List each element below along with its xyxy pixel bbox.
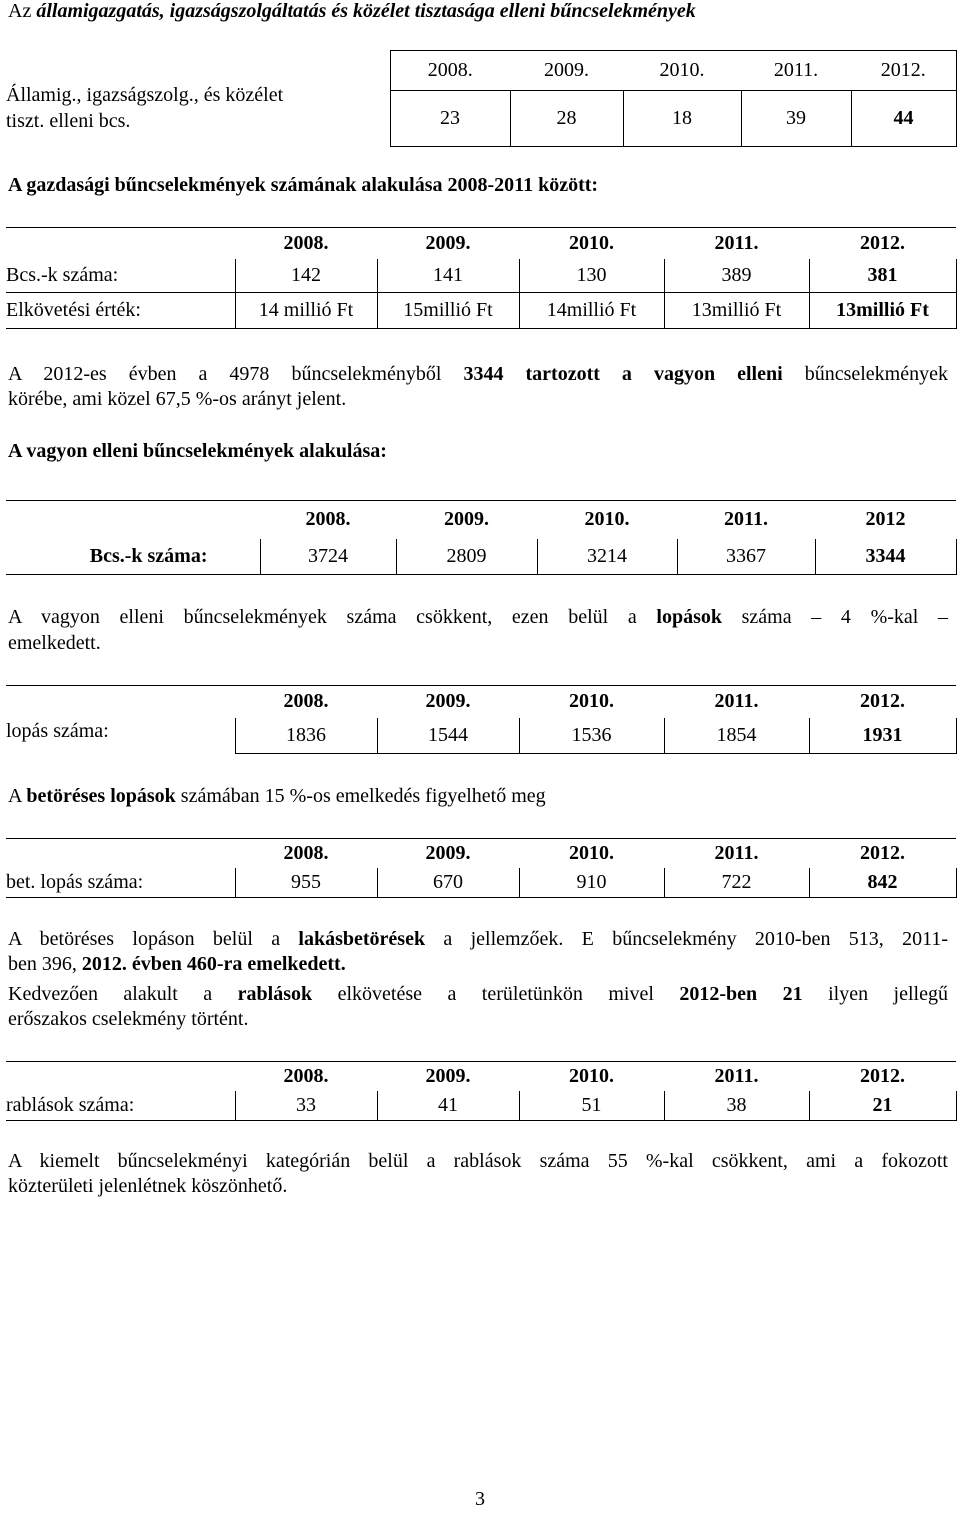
year-header: 2010. bbox=[537, 501, 677, 539]
year-header: 2011. bbox=[664, 686, 809, 718]
paragraph-robbery-decrease: A kiemelt bűncselekményi kategórián belül a rablások száma 55 %-kal csökkent, ami a fokozott bbox=[8, 1150, 948, 1172]
value-cell: 3214 bbox=[537, 539, 677, 575]
label-line-2: tiszt. elleni bcs. bbox=[6, 109, 131, 132]
value-cell: 3344 bbox=[815, 539, 956, 575]
value-cell: 1854 bbox=[664, 718, 809, 754]
year-header: 2012 bbox=[815, 501, 956, 539]
paragraph-robbery-line2: erőszakos cselekmény történt. bbox=[8, 1008, 249, 1030]
value-cell: 15millió Ft bbox=[377, 293, 519, 329]
bold-span: rablások bbox=[237, 983, 313, 1005]
value-cell: 28 bbox=[510, 91, 623, 147]
text-span: Kedvezően alakult a bbox=[8, 983, 238, 1005]
value-cell: 44 bbox=[851, 91, 956, 147]
bold-span: betöréses lopások bbox=[26, 785, 176, 807]
year-header: 2009. bbox=[377, 686, 519, 718]
value-cell: 14millió Ft bbox=[519, 293, 664, 329]
heading-prefix: Az bbox=[8, 0, 37, 22]
heading-bold: államigazgatás, igazságszolgáltatás és közélet tisztasága elleni bűncselekmények bbox=[36, 0, 696, 22]
table-property-crimes bbox=[6, 500, 957, 575]
year-header: 2010. bbox=[519, 228, 664, 259]
bold-span: 2012. évben 460-ra emelkedett. bbox=[81, 953, 346, 975]
year-header: 2010. bbox=[519, 686, 664, 718]
value-cell: 389 bbox=[664, 259, 809, 293]
header-spacer bbox=[6, 501, 260, 539]
row-label-theft-count: lopás száma: bbox=[6, 719, 109, 742]
value-cell: 1544 bbox=[377, 718, 519, 754]
paragraph-home-burglary bbox=[8, 925, 948, 953]
year-header: 2012. bbox=[809, 839, 956, 868]
value-cell: 670 bbox=[377, 868, 519, 898]
paragraph-robbery bbox=[8, 980, 948, 1008]
year-header: 2009. bbox=[377, 1062, 519, 1091]
header-spacer bbox=[6, 1062, 235, 1091]
value-cell: 39 bbox=[741, 91, 851, 147]
bold-span: 3344 tartozott a vagyon elleni bbox=[463, 363, 783, 385]
value-cell: 910 bbox=[519, 868, 664, 898]
section-heading-economic: A gazdasági bűncselekmények számának alakulása 2008-2011 között: bbox=[8, 174, 599, 196]
year-header: 2008. bbox=[235, 839, 377, 868]
value-cell: 13millió Ft bbox=[664, 293, 809, 329]
text-span: a jellemzőek. E bűncselekmény 2010-ben 513, 2011- bbox=[425, 928, 948, 950]
year-header: 2008. bbox=[235, 1062, 377, 1091]
value-cell: 1931 bbox=[809, 718, 956, 754]
table-thefts bbox=[6, 685, 957, 754]
year-header: 2008. bbox=[260, 501, 396, 539]
text-span: ilyen jellegű bbox=[802, 983, 948, 1005]
paragraph-theft-change-line2: emelkedett. bbox=[8, 632, 101, 654]
table-robberies bbox=[6, 1061, 957, 1121]
value-cell: 2809 bbox=[396, 539, 537, 575]
year-header: 2010. bbox=[623, 51, 741, 91]
value-cell: 722 bbox=[664, 868, 809, 898]
value-cell: 51 bbox=[519, 1091, 664, 1121]
row-label-burglary-count: bet. lopás száma: bbox=[6, 868, 235, 898]
value-cell: 130 bbox=[519, 259, 664, 293]
year-header: 2011. bbox=[664, 839, 809, 868]
label-line-1: Államig., igazságszolg., és közélet bbox=[6, 83, 284, 106]
value-cell: 3367 bbox=[677, 539, 815, 575]
text-span: bűncselekmények bbox=[782, 363, 948, 385]
year-header: 2011. bbox=[677, 501, 815, 539]
year-header: 2011. bbox=[741, 51, 851, 91]
year-header: 2012. bbox=[809, 228, 956, 259]
heading-italic bbox=[36, 0, 695, 22]
page-number: 3 bbox=[475, 1488, 485, 1510]
year-header: 2011. bbox=[664, 1062, 809, 1091]
year-header: 2012. bbox=[809, 1062, 956, 1091]
value-cell: 23 bbox=[390, 91, 510, 147]
value-cell: 142 bbox=[235, 259, 377, 293]
text-span: A bbox=[8, 785, 27, 807]
paragraph-theft-change bbox=[8, 603, 948, 631]
year-header: 2008. bbox=[235, 228, 377, 259]
text-span: A vagyon elleni bűncselekmények száma csökkent, ezen belül a bbox=[8, 606, 657, 628]
value-cell: 381 bbox=[809, 259, 956, 293]
text-span: A 2012-es évben a 4978 bűncselekményből bbox=[8, 363, 464, 385]
table-burglary-thefts bbox=[6, 838, 957, 898]
year-header: 2012. bbox=[809, 686, 956, 718]
value-cell: 1836 bbox=[235, 718, 377, 754]
year-header: 2010. bbox=[519, 1062, 664, 1091]
text-span: ben 396, bbox=[8, 953, 82, 975]
header-spacer bbox=[6, 839, 235, 868]
value-cell: 41 bbox=[377, 1091, 519, 1121]
paragraph-property-share-line2: körébe, ami közel 67,5 %-os arányt jelent. bbox=[8, 388, 347, 410]
year-header: 2009. bbox=[377, 228, 519, 259]
row-label-crime-count: Bcs.-k száma: bbox=[6, 539, 260, 575]
value-cell: 38 bbox=[664, 1091, 809, 1121]
table-economic-crimes bbox=[6, 227, 957, 329]
header-spacer bbox=[6, 228, 235, 259]
year-header: 2008. bbox=[390, 51, 510, 91]
year-header: 2009. bbox=[396, 501, 537, 539]
value-cell: 3724 bbox=[260, 539, 396, 575]
text-span: számában 15 %-os emelkedés figyelhető meg bbox=[175, 785, 546, 807]
text-span: száma – 4 %-kal – bbox=[721, 606, 948, 628]
paragraph-property-share bbox=[8, 360, 948, 388]
paragraph-home-burglary-line2 bbox=[8, 953, 346, 976]
paragraph-robbery-decrease-line2: közterületi jelenlétnek köszönhető. bbox=[8, 1175, 288, 1197]
value-cell: 141 bbox=[377, 259, 519, 293]
table-public-integrity-crimes bbox=[6, 50, 957, 147]
row-label-damage-value: Elkövetési érték: bbox=[6, 293, 235, 329]
year-header: 2009. bbox=[510, 51, 623, 91]
year-header: 2011. bbox=[664, 228, 809, 259]
text-span: elkövetése a területünkön mivel bbox=[312, 983, 680, 1005]
bold-span: 2012-ben 21 bbox=[679, 983, 803, 1005]
year-header: 2008. bbox=[235, 686, 377, 718]
value-cell: 13millió Ft bbox=[809, 293, 956, 329]
row-label bbox=[6, 51, 390, 147]
year-header: 2012. bbox=[851, 51, 956, 91]
bold-span: lakásbetörések bbox=[298, 928, 426, 950]
row-label-crime-count: Bcs.-k száma: bbox=[6, 263, 119, 286]
header-spacer bbox=[6, 686, 235, 718]
value-cell: 1536 bbox=[519, 718, 664, 754]
section-heading-property: A vagyon elleni bűncselekmények alakulása: bbox=[8, 440, 387, 462]
text-span: A betöréses lopáson belül a bbox=[8, 928, 299, 950]
value-cell: 33 bbox=[235, 1091, 377, 1121]
year-header: 2010. bbox=[519, 839, 664, 868]
value-cell: 21 bbox=[809, 1091, 956, 1121]
row-label-robbery-count: rablások száma: bbox=[6, 1091, 235, 1121]
bold-span: lopások bbox=[656, 606, 722, 628]
value-cell: 18 bbox=[623, 91, 741, 147]
value-cell: 14 millió Ft bbox=[235, 293, 377, 329]
year-header: 2009. bbox=[377, 839, 519, 868]
value-cell: 842 bbox=[809, 868, 956, 898]
value-cell: 955 bbox=[235, 868, 377, 898]
paragraph-burglary-theft bbox=[8, 785, 546, 808]
section-heading-public-integrity bbox=[8, 0, 696, 23]
